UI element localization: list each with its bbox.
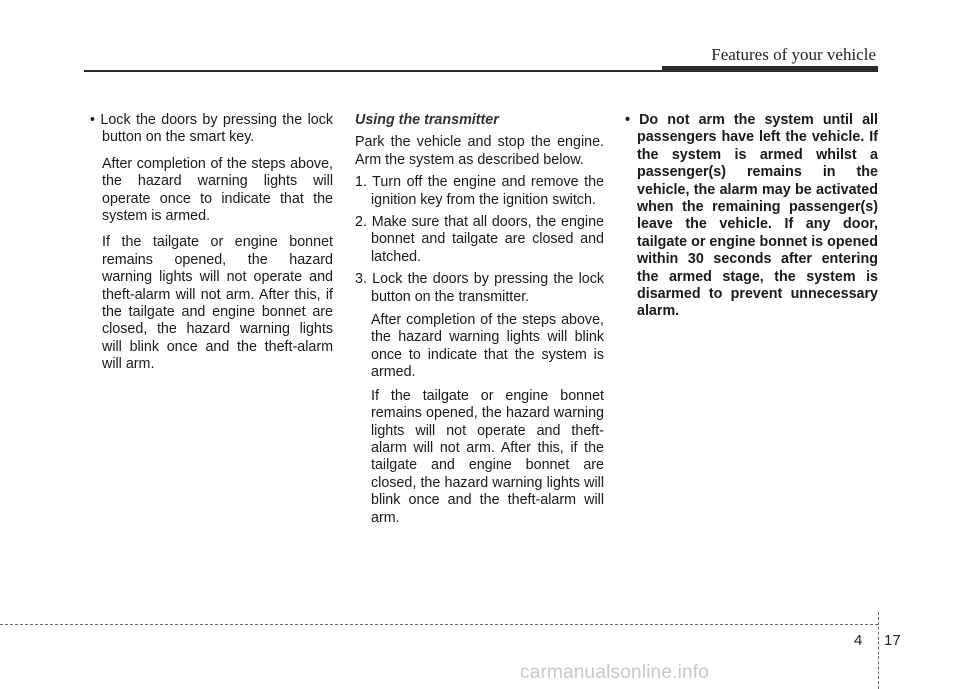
step-2: 2. Make sure that all doors, the engine bonnet and tailgate are closed and latched. — [355, 214, 604, 265]
paragraph-tailgate-open-2: If the tailgate or engine bonnet remains opened, the hazard warning lights will not operate and theft-alarm will not arm. After this, if the tailgate and engine bonnet are closed, the hazard warning lights will blink once and the theft-alarm will arm. — [371, 387, 604, 526]
page-number: 17 — [884, 632, 901, 649]
header-rule — [84, 70, 668, 72]
column-right — [625, 112, 878, 321]
paragraph-intro: Park the vehicle and stop the engine. Arm the system as described below. — [355, 134, 604, 168]
footer-rule — [0, 624, 878, 625]
chapter-number: 4 — [854, 632, 863, 649]
column-middle — [355, 112, 604, 527]
paragraph-armed-confirmation: After completion of the steps above, the hazard warning lights will operate once to indicate that the system is armed. — [102, 155, 333, 225]
watermark: carmanualsonline.info — [520, 662, 710, 683]
subheading-transmitter: Using the transmitter — [355, 112, 499, 128]
paragraph-tailgate-open: If the tailgate or engine bonnet remains opened, the hazard warning lights will not operate and theft-alarm will not arm. After this, if the tailgate and engine bonnet are closed, the hazard warning lights will blink once and the theft-alarm will arm. — [102, 234, 333, 373]
paragraph-armed-confirmation-2: After completion of the steps above, the hazard warning lights will blink once to indicate that the system is armed. — [371, 312, 604, 381]
step-3: 3. Lock the doors by pressing the lock button on the transmitter. — [355, 271, 604, 305]
bullet-lock-smart-key: • Lock the doors by pressing the lock button on the smart key. — [90, 112, 333, 146]
footer-divider — [878, 612, 879, 689]
header-rule-accent — [662, 66, 878, 72]
warning-bullet: • Do not arm the system until all passengers have left the vehicle. If the system is armed whilst a passenger(s) remains in the vehicle, the alarm may be activated when the remaining passenger(s) leave the vehicle. If any door, tailgate or engine bonnet is opened within 30 seconds after entering the armed stage, the system is disarmed to prevent unnecessary alarm. — [625, 112, 878, 320]
section-title: Features of your vehicle — [711, 45, 876, 64]
column-left — [90, 112, 333, 374]
step-1: 1. Turn off the engine and remove the ignition key from the ignition switch. — [355, 174, 604, 208]
